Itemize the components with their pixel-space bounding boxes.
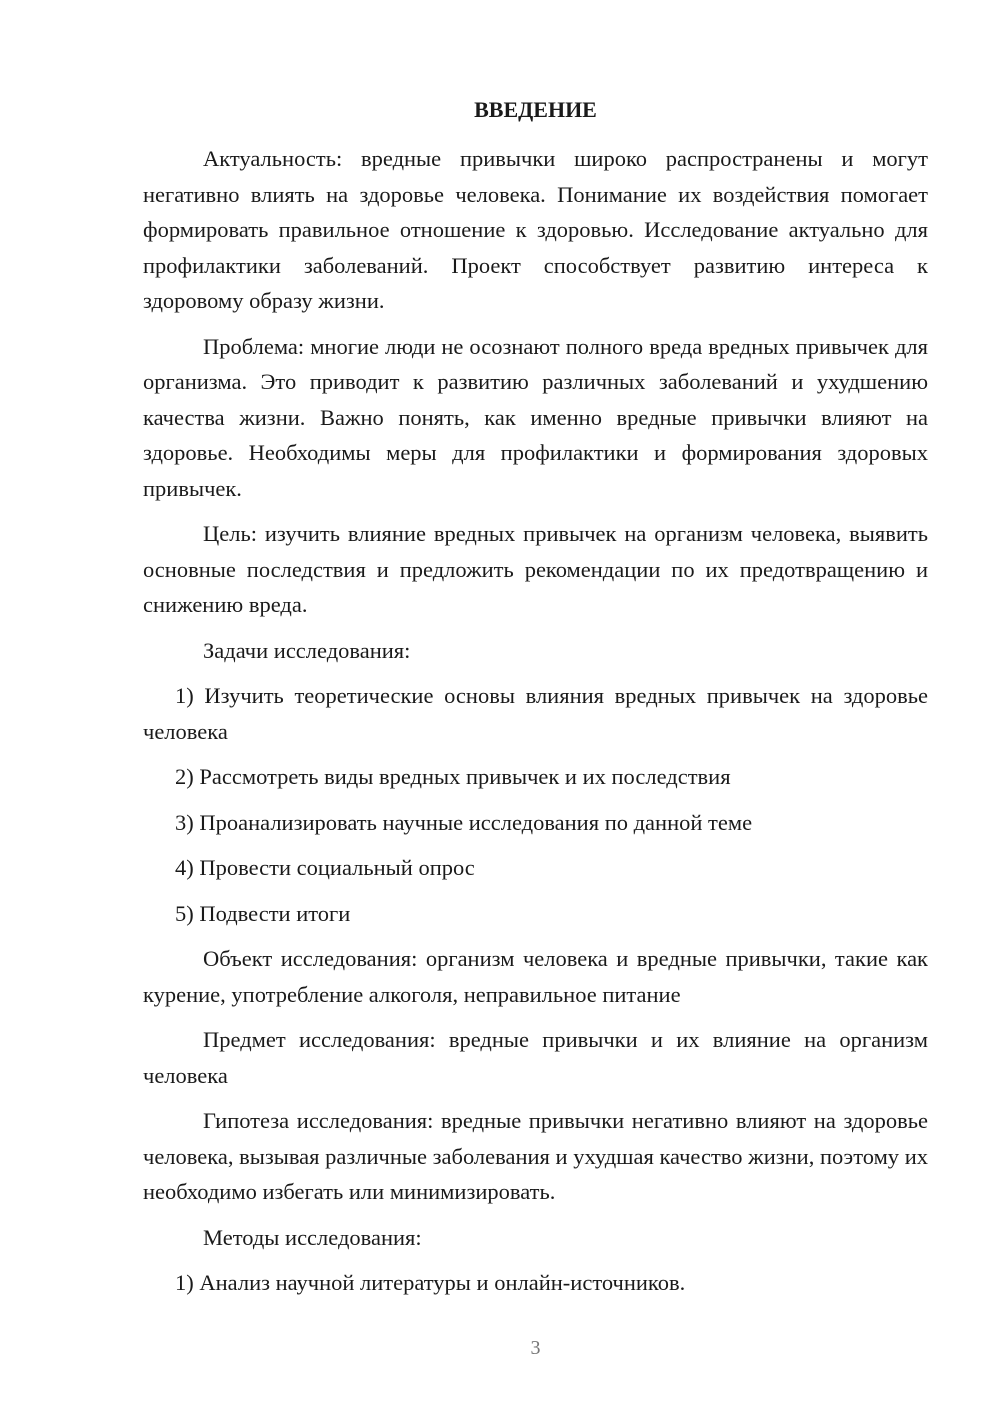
task-item: 4) Провести социальный опрос [175, 855, 475, 880]
task-item: 5) Подвести итоги [175, 900, 351, 926]
goal-paragraph: Цель: изучить влияние вредных привычек на организм человека, выявить основные последствия и предложить рекомендации по их предотвращению и снижению вреда. [143, 521, 928, 617]
method-item: 1) Анализ научной литературы и онлайн-источников. [175, 1270, 686, 1295]
document-body [143, 141, 928, 1311]
subject-paragraph: Предмет исследования: вредные привычки и их влияние на организм человека [143, 1027, 928, 1088]
hypothesis-paragraph: Гипотеза исследования: вредные привычки негативно влияют на здоровье человека, вызывая различные заболевания и ухудшая качество жизни, поэтому их необходимо избегать или минимизировать. [143, 1108, 928, 1204]
relevance-paragraph: Актуальность: вредные привычки широко распространены и могут негативно влиять на здоровье человека. Понимание их воздействия помогает формировать правильное отношение к здоровью. Исследование актуально для профилактики заболеваний. Проект способствует развитию интереса к здоровому образу жизни. [143, 146, 928, 313]
task-item: 2) Рассмотреть виды вредных привычек и их последствия [175, 764, 731, 789]
section-title: ВВЕДЕНИЕ [474, 97, 597, 122]
page-number: 3 [530, 1337, 541, 1359]
document-page [143, 0, 928, 1414]
methods-heading: Методы исследования: [203, 1224, 422, 1250]
object-paragraph: Объект исследования: организм человека и вредные привычки, такие как курение, употребление алкоголя, неправильное питание [143, 946, 928, 1007]
tasks-heading: Задачи исследования: [203, 637, 411, 663]
problem-paragraph: Проблема: многие люди не осознают полного вреда вредных привычек для организма. Это приводит к развитию различных заболеваний и ухудшению качества жизни. Важно понять, как именно вредные привычки влияют на здоровье. Необходимы меры для профилактики и формирования здоровых привычек. [143, 333, 928, 501]
task-item: 3) Проанализировать научные исследования по данной теме [175, 809, 753, 835]
task-item: 1) Изучить теоретические основы влияния вредных привычек на здоровье человека [143, 683, 928, 744]
